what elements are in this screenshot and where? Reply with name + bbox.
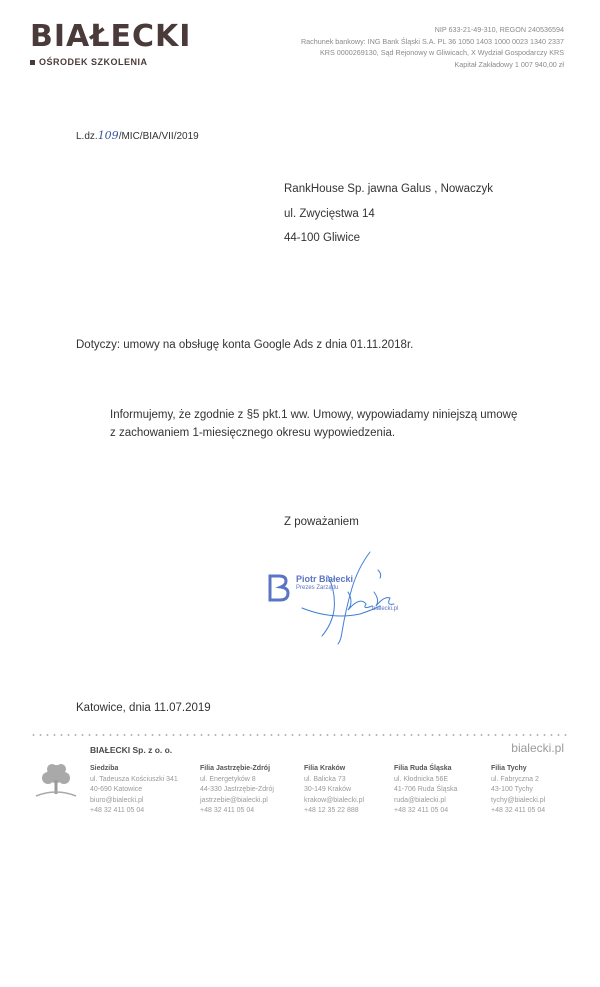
letter-body xyxy=(110,406,550,442)
recipient-name: RankHouse Sp. jawna Galus , Nowaczyk xyxy=(284,183,494,195)
branch-email: tychy@bialecki.pl xyxy=(491,796,546,804)
branch-street: ul. Tadeusza Kościuszki 341 xyxy=(90,775,178,783)
branch-email: krakow@bialecki.pl xyxy=(304,796,365,804)
branch-street: ul. Kłodnicka 56E xyxy=(394,775,449,783)
letter-body-line: Informujemy, że zgodnie z §5 pkt.1 ww. Umowy, wypowiadamy niniejszą umowę xyxy=(110,409,518,421)
recipient-address xyxy=(284,177,493,251)
branch-street: ul. Balicka 73 xyxy=(304,775,346,783)
recipient-city: 44-100 Gliwice xyxy=(284,232,361,244)
footer-branch xyxy=(200,764,274,817)
company-logo xyxy=(30,20,210,70)
reference-number xyxy=(76,129,199,142)
stamp-b-icon xyxy=(270,576,288,600)
branch-name: Filia Tychy xyxy=(491,765,527,772)
signature-graphic xyxy=(262,548,412,648)
letter-subject: Dotyczy: umowy na obsługę konta Google Ads z dnia 01.11.2018r. xyxy=(76,339,414,351)
signature-stamp xyxy=(262,548,412,648)
branch-phone: +48 32 411 05 04 xyxy=(90,807,145,814)
handwritten-signature xyxy=(302,552,394,644)
footer-branch xyxy=(394,764,457,817)
company-info-line: Kapitał Zakładowy 1 007 940,00 zł xyxy=(454,59,564,69)
footer-branch xyxy=(304,764,364,817)
branch-city: 41-706 Ruda Śląska xyxy=(394,786,458,793)
footer-divider xyxy=(30,734,568,736)
branch-name: Filia Kraków xyxy=(304,765,346,772)
stamp-role: Prezes Zarządu xyxy=(296,585,339,591)
branch-name: Filia Ruda Śląska xyxy=(394,765,452,772)
branch-city: 40-690 Katowice xyxy=(90,786,143,793)
logo-subtitle-text: OŚRODEK SZKOLENIA xyxy=(39,57,148,67)
branch-phone: +48 12 35 22 888 xyxy=(304,807,359,814)
family-tree-icon xyxy=(30,756,82,808)
branch-name: Filia Jastrzębie-Zdrój xyxy=(200,765,271,772)
branch-street: ul. Fabryczna 2 xyxy=(491,775,539,783)
footer-branch xyxy=(491,764,545,817)
branch-phone: +48 32 411 05 04 xyxy=(200,807,255,814)
place-and-date: Katowice, dnia 11.07.2019 xyxy=(76,702,211,714)
footer-website: bialecki.pl xyxy=(511,741,564,755)
letter-closing: Z poważaniem xyxy=(284,516,359,528)
branch-phone: +48 32 411 05 04 xyxy=(491,807,546,814)
reference-handwritten-number: 109 xyxy=(97,129,119,142)
square-icon xyxy=(30,60,35,65)
branch-city: 44-330 Jastrzębie-Zdrój xyxy=(200,786,274,793)
footer-company-name: BIAŁECKI Sp. z o. o. xyxy=(90,745,173,755)
company-registration-info xyxy=(264,24,564,70)
branch-city: 30-149 Kraków xyxy=(304,786,352,793)
branch-email: ruda@bialecki.pl xyxy=(394,796,446,804)
reference-prefix: L.dz. xyxy=(76,131,98,142)
letter-body-line: z zachowaniem 1-miesięcznego okresu wypowiedzenia. xyxy=(110,427,396,439)
branch-phone: +48 32 411 05 04 xyxy=(394,807,449,814)
branch-email: jastrzebie@bialecki.pl xyxy=(200,796,268,804)
footer-branch xyxy=(90,764,178,817)
stamp-name: Piotr Białecki xyxy=(296,574,354,584)
company-info-line: NIP 633-21-49-310, REGON 240536594 xyxy=(434,25,564,34)
branch-email: biuro@bialecki.pl xyxy=(90,796,144,804)
company-info-line: Rachunek bankowy: ING Bank Śląski S.A. PL 36 1050 1403 1000 0023 1340 2337 xyxy=(300,36,564,46)
company-info-line: KRS 0000269130, Sąd Rejonowy w Gliwicach, X Wydział Gospodarczy KRS xyxy=(319,48,564,57)
logo-name: BIAŁECKI xyxy=(30,19,192,54)
branch-city: 43-100 Tychy xyxy=(491,786,533,793)
recipient-street: ul. Zwycięstwa 14 xyxy=(284,207,375,220)
branch-street: ul. Energetyków 8 xyxy=(200,775,256,783)
stamp-site: bialecki.pl xyxy=(372,606,399,612)
logo-subtitle xyxy=(30,57,148,67)
branch-name: Siedziba xyxy=(90,765,119,772)
reference-suffix: /MIC/BIA/VII/2019 xyxy=(118,131,199,142)
